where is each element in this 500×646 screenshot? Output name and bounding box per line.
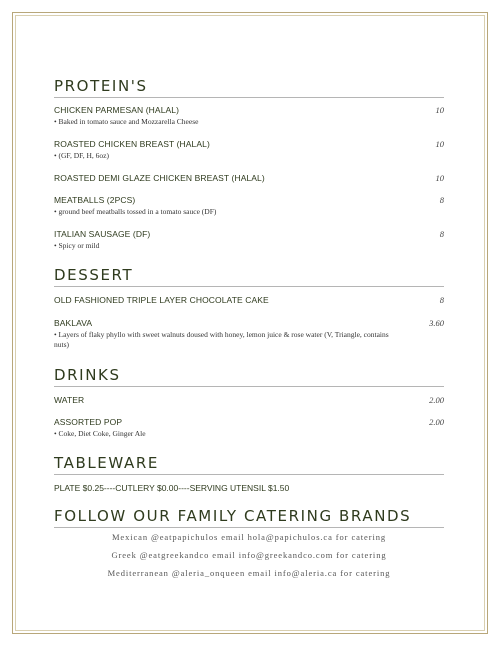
- item-description: • (GF, DF, H, 6oz): [54, 151, 109, 160]
- menu-item: [54, 395, 444, 406]
- item-description: • Baked in tomato sauce and Mozzarella Cheese: [54, 117, 199, 126]
- item-name: WATER: [54, 395, 85, 405]
- brand-line-greek: Greek @eatgreekandco email info@greekandco.com for catering: [111, 550, 387, 560]
- item-price: 2.00: [429, 395, 444, 405]
- item-description: • Layers of flaky phyllo with sweet walnuts doused with honey, lemon juice & rose water (V, Triangle, contains nuts): [54, 330, 389, 349]
- item-price: 10: [435, 139, 444, 149]
- menu-item: [54, 139, 444, 161]
- brand-line-mexican: Mexican @eatpapichulos email hola@papichulos.ca for catering: [111, 532, 387, 542]
- menu-item: [54, 318, 444, 350]
- item-name: ITALIAN SAUSAGE (DF): [54, 229, 151, 239]
- item-price: 8: [439, 295, 444, 305]
- item-name: BAKLAVA: [54, 318, 93, 328]
- section-title-protein: PROTEIN'S: [54, 77, 444, 98]
- item-price: 8: [439, 195, 444, 205]
- section-title-drinks: DRINKS: [54, 366, 444, 387]
- menu-item: [54, 229, 444, 251]
- menu-item: [54, 105, 444, 127]
- brand-line-mediterranean: Mediterranean @aleria_onqueen email info@aleria.ca for catering: [107, 568, 391, 578]
- item-name: CHICKEN PARMESAN (HALAL): [54, 105, 180, 115]
- menu-item: [54, 417, 444, 439]
- item-description: • Coke, Diet Coke, Ginger Ale: [54, 429, 146, 438]
- menu-item: [54, 195, 444, 217]
- item-name: ASSORTED POP: [54, 417, 123, 427]
- item-price: 2.00: [429, 417, 444, 427]
- menu-item: [54, 295, 444, 306]
- section-title-dessert: DESSERT: [54, 266, 444, 287]
- item-description: • ground beef meatballs tossed in a tomato sauce (DF): [54, 207, 217, 216]
- item-description: • Spicy or mild: [54, 241, 100, 250]
- section-title-tableware: TABLEWARE: [54, 454, 444, 475]
- item-name: ROASTED DEMI GLAZE CHICKEN BREAST (HALAL): [54, 173, 265, 183]
- tableware-prices: PLATE $0.25----CUTLERY $0.00----SERVING UTENSIL $1.50: [54, 483, 290, 493]
- section-title-brands: FOLLOW OUR FAMILY CATERING BRANDS: [54, 507, 444, 528]
- item-price: 10: [435, 173, 444, 183]
- item-price: 3.60: [429, 318, 444, 328]
- item-price: 8: [439, 229, 444, 239]
- item-name: MEATBALLS (2PCS): [54, 195, 136, 205]
- menu-item: [54, 173, 444, 184]
- item-name: OLD FASHIONED TRIPLE LAYER CHOCOLATE CAKE: [54, 295, 269, 305]
- item-name: ROASTED CHICKEN BREAST (HALAL): [54, 139, 210, 149]
- item-price: 10: [435, 105, 444, 115]
